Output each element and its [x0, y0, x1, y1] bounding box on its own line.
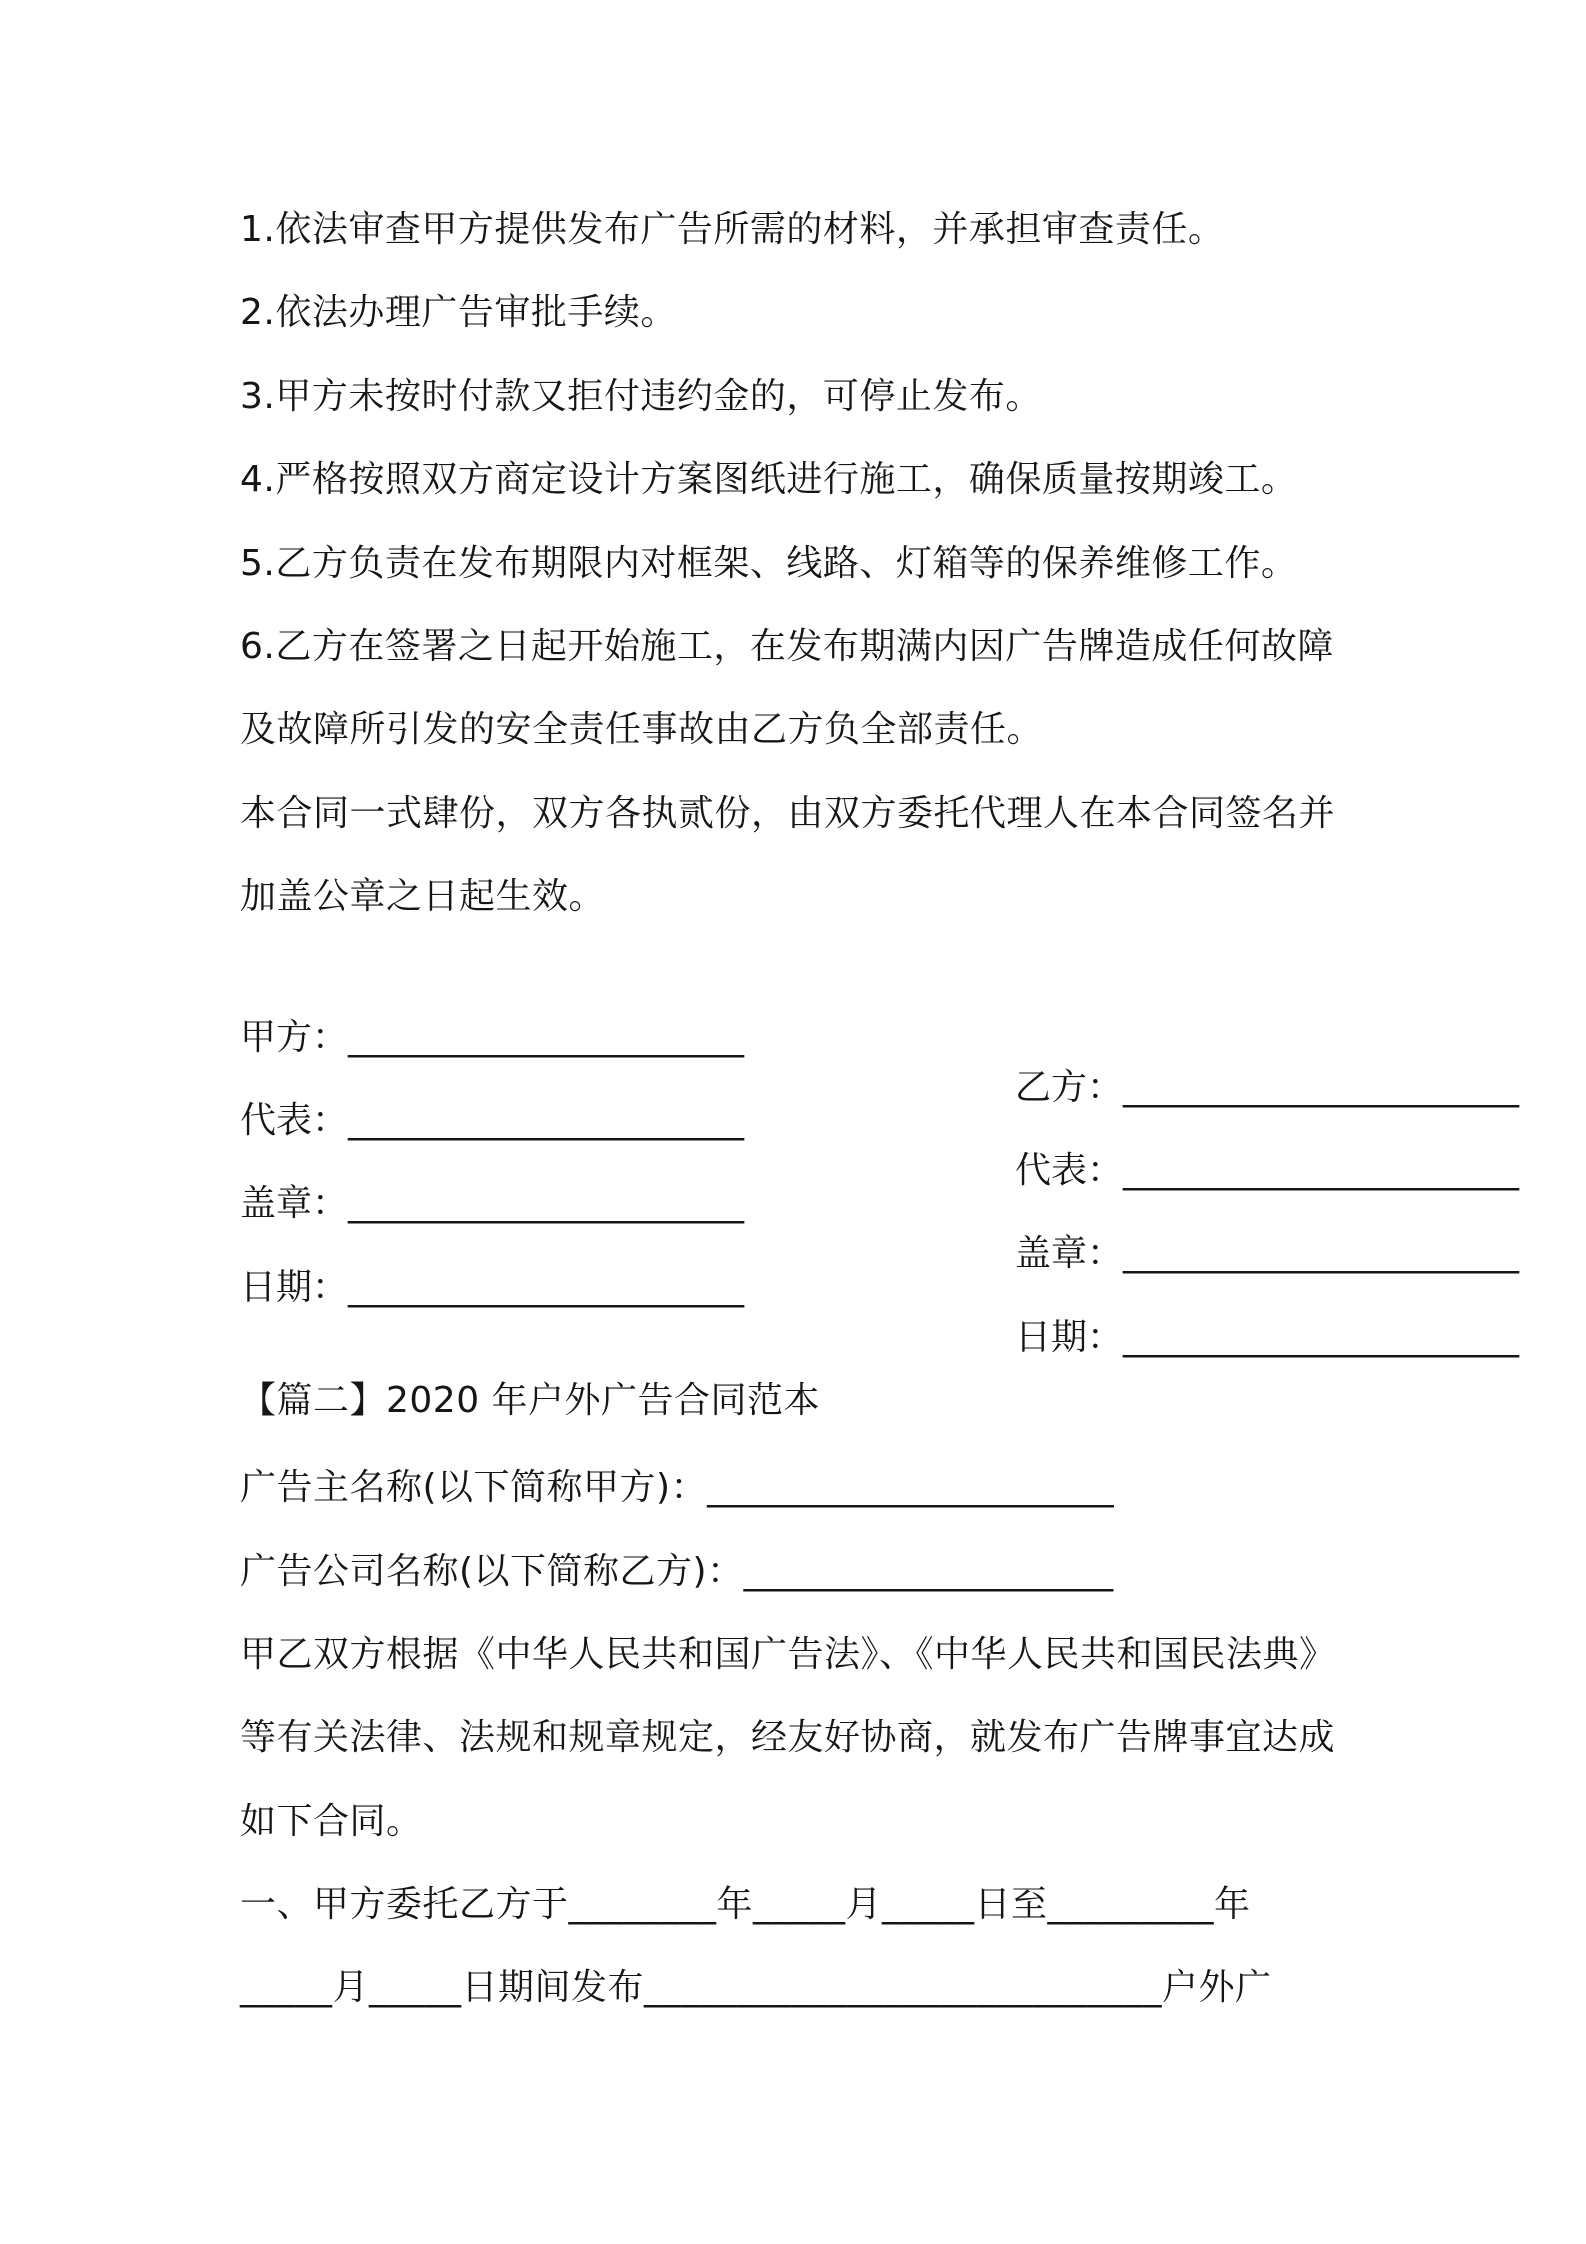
party-a-representative-field[interactable]: 代表：______________________ [240, 1100, 745, 1141]
preamble-line-2: 等有关法律、法规和规章规定，经友好协商，就发布广告牌事宜达成 [240, 1717, 1336, 1758]
party-b-date-field[interactable]: 日期：______________________ [1015, 1317, 1520, 1358]
clause-item-2: 2.依法办理广告审批手续。 [240, 292, 677, 333]
article-one-line-2: _____月_____日期间发布____________________________户外广 [240, 1967, 1272, 2008]
section-heading: 【篇二】2020 年户外广告合同范本 [240, 1380, 821, 1421]
preamble-line-1: 甲乙双方根据《中华人民共和国广告法》、《中华人民共和国民法典》 [240, 1634, 1336, 1675]
article-one-line-1: 一、甲方委托乙方于________年_____月_____日至_________年 [240, 1884, 1251, 1925]
clause-item-3: 3.甲方未按时付款又拒付违约金的，可停止发布。 [240, 376, 1042, 417]
clause-item-5: 5.乙方负责在发布期限内对框架、线路、灯箱等的保养维修工作。 [240, 543, 1298, 584]
clause-item-4: 4.严格按照双方商定设计方案图纸进行施工，确保质量按期竣工。 [240, 459, 1298, 500]
party-a-seal-field[interactable]: 盖章：______________________ [240, 1183, 745, 1224]
agency-name-line: 广告公司名称(以下简称乙方)：____________________ [240, 1551, 1114, 1592]
clause-item-1: 1.依法审查甲方提供发布广告所需的材料，并承担审查责任。 [240, 209, 1225, 250]
signature-row-party [240, 963, 1520, 1108]
party-a-date-field[interactable]: 日期：______________________ [240, 1267, 745, 1308]
party-b-seal-field[interactable]: 盖章：______________________ [1015, 1233, 1520, 1274]
clause-item-6-cont: 及故障所引发的安全责任事故由乙方负全部责任。 [240, 709, 1044, 750]
party-b-field[interactable]: 乙方：______________________ [1015, 1067, 1520, 1108]
party-a-field[interactable]: 甲方：______________________ [240, 1017, 745, 1058]
advertiser-name-line: 广告主名称(以下简称甲方)：______________________ [240, 1467, 1115, 1508]
party-b-representative-field[interactable]: 代表：______________________ [1015, 1150, 1520, 1191]
effect-clause-cont: 加盖公章之日起生效。 [240, 876, 606, 917]
clause-item-6: 6.乙方在签署之日起开始施工，在发布期满内因广告牌造成任何故障 [240, 626, 1334, 667]
preamble-line-3: 如下合同。 [240, 1801, 423, 1842]
effect-clause: 本合同一式肆份，双方各执贰份，由双方委托代理人在本合同签名并 [240, 793, 1336, 834]
